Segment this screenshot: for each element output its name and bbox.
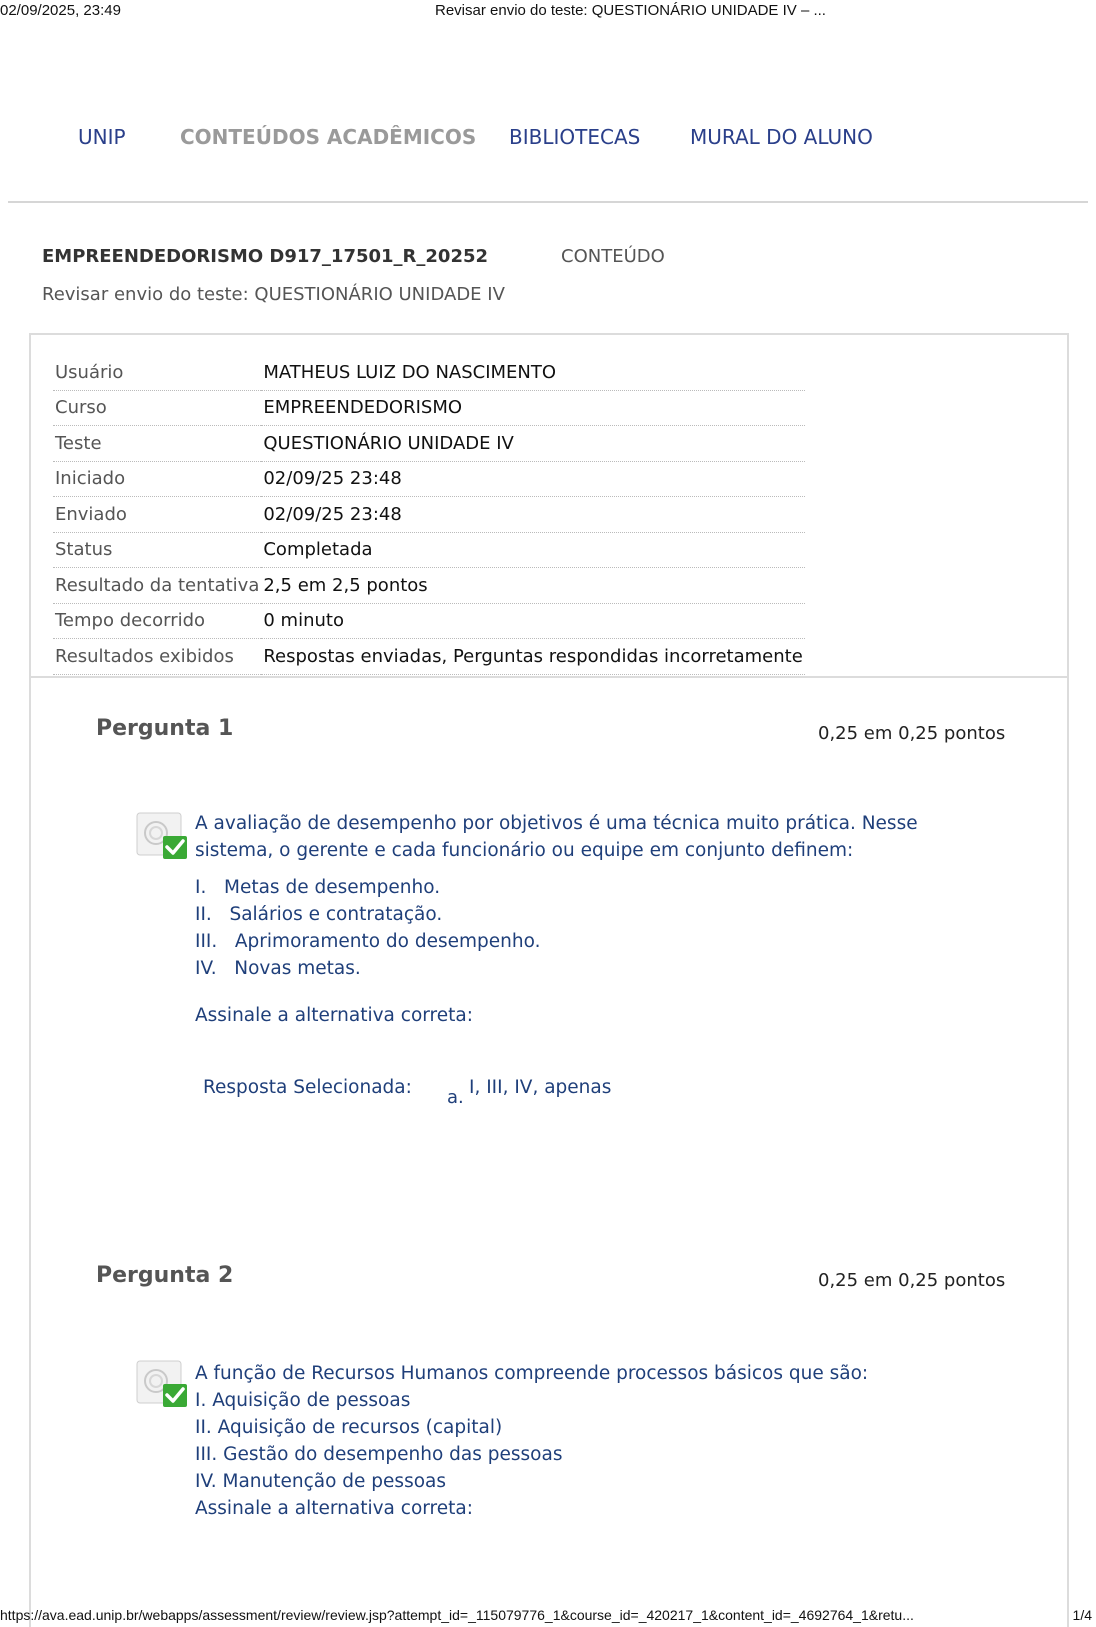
info-value: 02/09/25 23:48: [261, 461, 804, 497]
selected-answer-value: I, III, IV, apenas: [469, 1077, 612, 1098]
question-1-item: [195, 955, 918, 982]
info-value: 2,5 em 2,5 pontos: [261, 568, 804, 604]
question-2-line: III. Gestão do desempenho das pessoas: [195, 1444, 563, 1465]
question-1-body: [195, 810, 918, 1029]
info-key: Status: [53, 532, 261, 568]
info-key: Tempo decorrido: [53, 603, 261, 639]
info-value: 0 minuto: [261, 603, 804, 639]
question-1-prompt: Assinale a alternativa correta:: [195, 1005, 473, 1026]
info-row: [53, 532, 805, 568]
question-2-prompt: Assinale a alternativa correta:: [195, 1498, 473, 1519]
correct-answer-icon: [136, 812, 188, 860]
nav-item-conteudos-academicos[interactable]: CONTEÚDOS ACADÊMICOS: [180, 125, 477, 149]
nav-item-bibliotecas[interactable]: BIBLIOTECAS: [509, 125, 641, 149]
selected-answer-letter: a.: [447, 1087, 464, 1108]
attempt-info-table: [53, 355, 805, 675]
correct-answer-icon: [136, 1360, 188, 1408]
info-value: Respostas enviadas, Perguntas respondidas incorretamente: [261, 639, 804, 675]
page-title: Revisar envio do teste: QUESTIONÁRIO UNIDADE IV: [42, 284, 505, 305]
item-number: II.: [195, 904, 212, 925]
print-header: [0, 0, 1096, 22]
question-1-score: 0,25 em 0,25 pontos: [818, 723, 1006, 744]
info-value: 02/09/25 23:48: [261, 497, 804, 533]
question-2-body: [195, 1360, 868, 1522]
item-text: Metas de desempenho.: [224, 877, 441, 898]
info-key: Usuário: [53, 355, 261, 390]
info-key: Resultados exibidos: [53, 639, 261, 675]
info-key: Iniciado: [53, 461, 261, 497]
info-row: [53, 639, 805, 675]
question-2-line: A função de Recursos Humanos compreende processos básicos que são:: [195, 1363, 869, 1384]
info-row: [53, 497, 805, 533]
nav-item-unip[interactable]: UNIP: [78, 125, 126, 149]
info-key: Curso: [53, 390, 261, 426]
info-row: [53, 390, 805, 426]
info-value: QUESTIONÁRIO UNIDADE IV: [261, 426, 804, 462]
print-footer: [0, 1605, 1096, 1627]
nav-item-mural-do-aluno[interactable]: MURAL DO ALUNO: [690, 125, 873, 149]
question-1-title: Pergunta 1: [96, 716, 234, 741]
info-key: Enviado: [53, 497, 261, 533]
item-number: IV.: [195, 958, 217, 979]
info-row: [53, 426, 805, 462]
print-datetime: 02/09/2025, 23:49: [0, 2, 121, 19]
print-title: Revisar envio do teste: QUESTIONÁRIO UNIDADE IV – ...: [435, 2, 826, 19]
item-number: I.: [195, 877, 207, 898]
info-key: Resultado da tentativa: [53, 568, 261, 604]
breadcrumb-conteudo[interactable]: CONTEÚDO: [561, 246, 665, 267]
question-1-item: [195, 901, 918, 928]
question-1-intro: A avaliação de desempenho por objetivos é uma técnica muito prática. Nesse: [195, 813, 918, 834]
info-row: [53, 603, 805, 639]
course-name[interactable]: EMPREENDEDORISMO D917_17501_R_20252: [42, 246, 489, 267]
page-number: 1/4: [1072, 1607, 1092, 1623]
question-1-item: [195, 874, 918, 901]
info-value: MATHEUS LUIZ DO NASCIMENTO: [261, 355, 804, 390]
info-key: Teste: [53, 426, 261, 462]
item-text: Aprimoramento do desempenho.: [234, 931, 541, 952]
question-2-score: 0,25 em 0,25 pontos: [818, 1270, 1006, 1291]
item-text: Salários e contratação.: [229, 904, 443, 925]
nav-divider: [8, 201, 1088, 203]
info-row: [53, 461, 805, 497]
info-value: EMPREENDEDORISMO: [261, 390, 804, 426]
item-number: III.: [195, 931, 218, 952]
question-2-line: II. Aquisição de recursos (capital): [195, 1417, 503, 1438]
print-url: https://ava.ead.unip.br/webapps/assessment/review/review.jsp?attempt_id=_115079776_1&course_id=_420217_1&content_id=_4692764_1&retu...: [0, 1607, 914, 1623]
info-row: [53, 355, 805, 390]
selected-answer-label: Resposta Selecionada:: [203, 1077, 412, 1098]
question-2-line: IV. Manutenção de pessoas: [195, 1471, 447, 1492]
question-2-line: I. Aquisição de pessoas: [195, 1390, 411, 1411]
info-row: [53, 568, 805, 604]
item-text: Novas metas.: [234, 958, 361, 979]
question-1-item: [195, 928, 918, 955]
attempt-info-box: [29, 333, 1069, 678]
question-1-intro: sistema, o gerente e cada funcionário ou equipe em conjunto definem:: [195, 840, 854, 861]
question-2-title: Pergunta 2: [96, 1263, 234, 1288]
info-value: Completada: [261, 532, 804, 568]
